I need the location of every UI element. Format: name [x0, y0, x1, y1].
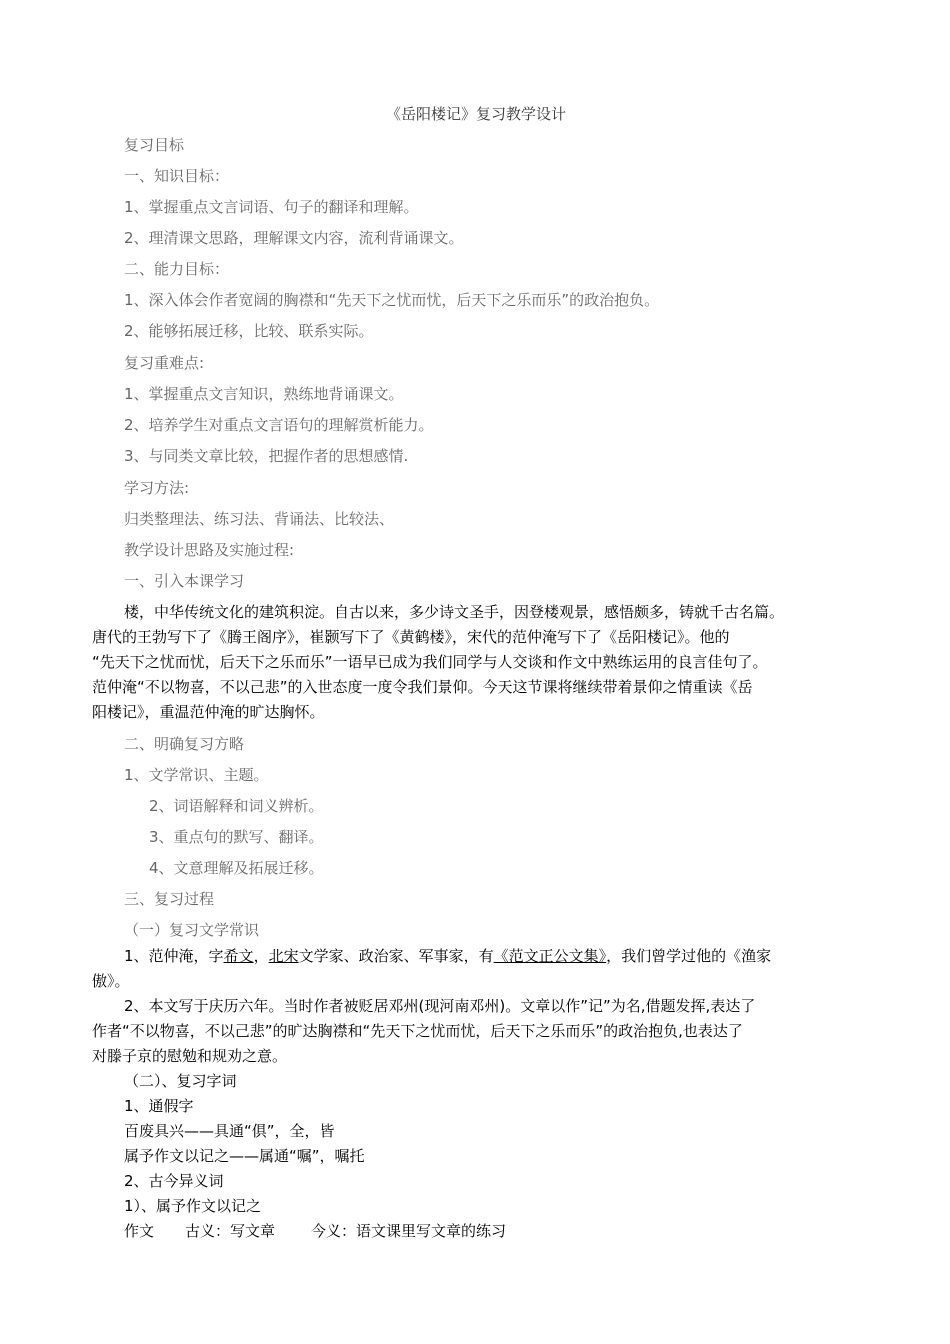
- ability-item-1: 1、深入体会作者宽阔的胸襟和“先天下之忧而忧，后天下之乐而乐”的政治抱负。: [124, 291, 660, 309]
- heading-knowledge-goals: 一、知识目标：: [124, 167, 230, 185]
- dynasty-link[interactable]: 北宋: [268, 947, 299, 965]
- heading-review-goals: 复习目标: [124, 136, 185, 154]
- knowledge-item-1: 1、掌握重点文言词语、句子的翻译和理解。: [124, 198, 419, 216]
- literature-item-1-part-c: ，: [253, 947, 269, 965]
- ability-item-2: 2、能够拓展迁移，比较、联系实际。: [124, 322, 374, 340]
- intro-line-4: 范仲淹“不以物喜，不以己悲”的入世态度一度令我们景仰。今天这节课将继续带着景仰之情重读《岳: [92, 678, 753, 696]
- tongjia-heading: 1、通假字: [124, 1097, 194, 1115]
- literature-item-1: [124, 946, 771, 966]
- section-1-heading: 一、引入本课学习: [124, 572, 245, 590]
- key-point-1: 1、掌握重点文言知识，熟练地背诵课文。: [124, 385, 404, 403]
- literature-item-1-part-a: 1、范仲淹，字: [124, 947, 224, 965]
- key-point-2: 2、培养学生对重点文言语句的理解赏析能力。: [124, 416, 434, 434]
- knowledge-item-2: 2、理清课文思路，理解课文内容，流利背诵课文。: [124, 229, 464, 247]
- strategy-item-1: 1、文学常识、主题。: [124, 766, 269, 784]
- methods-text: 归类整理法、练习法、背诵法、比较法、: [124, 510, 395, 528]
- intro-line-3: “先天下之忧而忧，后天下之乐而乐”一语早已成为我们同学与人交谈和作文中熟练运用的良言佳句了。: [92, 653, 768, 671]
- literature-item-1-line-2: 傲》。: [92, 972, 130, 990]
- gujin-old-meaning: 古义：写文章: [185, 1222, 276, 1240]
- heading-ability-goals: 二、能力目标：: [124, 260, 230, 278]
- literature-item-1-part-e: 文学家、政治家、军事家，有: [298, 947, 494, 965]
- gujin-new-meaning: 今义：语文课里写文章的练习: [311, 1222, 507, 1240]
- strategy-item-3: 3、重点句的默写、翻译。: [149, 828, 324, 846]
- subsection-1-heading: （一）复习文学常识: [124, 921, 260, 939]
- section-2-heading: 二、明确复习方略: [124, 735, 245, 753]
- strategy-item-4: 4、文意理解及拓展迁移。: [149, 859, 324, 877]
- intro-line-2: 唐代的王勃写下了《腾王阁序》，崔颢写下了《黄鹤楼》，宋代的范仲淹写下了《岳阳楼记》。他的: [92, 628, 730, 646]
- intro-line-1: 楼，中华传统文化的建筑积淀。自古以来，多少诗文圣手，因登楼观景，感悟颇多，铸就千古名篇。: [124, 603, 785, 621]
- gujin-heading: 2、古今异义词: [124, 1172, 224, 1190]
- strategy-item-2: 2、词语解释和词义辨析。: [149, 797, 324, 815]
- tongjia-item-2: 属予作文以记之——属通“嘱”，嘱托: [124, 1147, 365, 1165]
- gujin-word: 作文: [124, 1222, 155, 1240]
- section-3-heading: 三、复习过程: [124, 890, 215, 908]
- page-title: 《岳阳楼记》复习教学设计: [386, 105, 567, 123]
- heading-key-points: 复习重难点:: [124, 354, 205, 372]
- literature-item-1-part-g: ，我们曾学过他的《渔家: [606, 947, 772, 965]
- gujin-item-1: 1）、属予作文以记之: [124, 1197, 262, 1215]
- heading-methods: 学习方法:: [124, 479, 190, 497]
- intro-line-5: 阳楼记》，重温范仲淹的旷达胸怀。: [92, 703, 325, 721]
- literature-item-2-line-2: 作者“不以物喜，不以己悲”的旷达胸襟和“先天下之忧而忧，后天下之乐而乐”的政治抱负,也表达了: [92, 1022, 743, 1040]
- literature-item-2-line-1: 2、本文写于庆历六年。当时作者被贬居邓州(现河南邓州)。文章以作”记”为名,借题发挥,表达了: [124, 997, 756, 1015]
- heading-design: 教学设计思路及实施过程:: [124, 541, 295, 559]
- tongjia-item-1: 百废具兴——具通“俱”，全，皆: [124, 1122, 335, 1140]
- subsection-2-heading: （二）、复习字词: [124, 1072, 237, 1090]
- key-point-3: 3、与同类文章比较，把握作者的思想感情.: [124, 447, 409, 465]
- courtesy-name-link[interactable]: 希文: [223, 947, 254, 965]
- literature-item-2-line-3: 对滕子京的慰勉和规劝之意。: [92, 1047, 288, 1065]
- collection-link[interactable]: 《范文正公文集》: [493, 947, 607, 965]
